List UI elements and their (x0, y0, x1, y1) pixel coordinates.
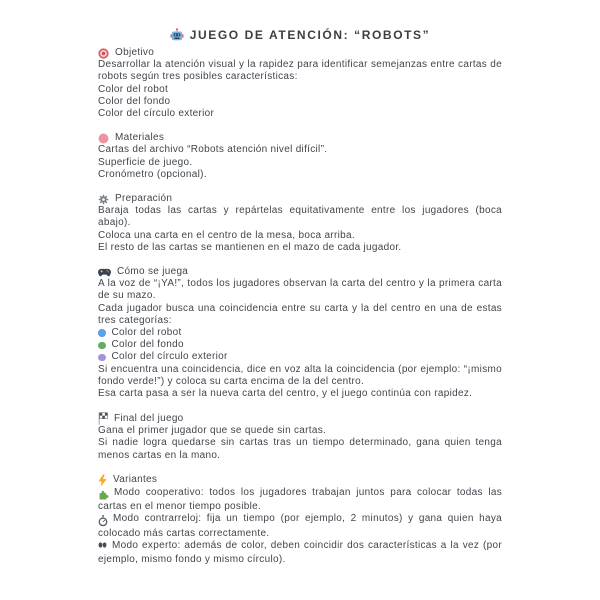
bullet-item (98, 339, 502, 351)
robot-icon (170, 28, 184, 42)
paragraph-text: Si encuentra una coincidencia, dice en voz alta la coincidencia (por ejemplo: “¡mismo fondo verde!”) y coloca su carta encima de la del centro. (98, 363, 502, 387)
eyes-icon (98, 542, 107, 554)
paragraph-text: A la voz de “¡YA!”, todos los jugadores observan la carta del centro y la primera carta de su mazo. (98, 278, 502, 302)
section-heading (98, 412, 502, 425)
variant-paragraph (98, 540, 502, 566)
green-dot-icon (98, 342, 106, 350)
paragraph (98, 364, 502, 388)
bullet-item (98, 351, 502, 363)
lightning-icon (98, 474, 107, 487)
paragraph (98, 242, 502, 254)
section (98, 266, 502, 400)
blue-dot-icon (98, 329, 106, 337)
paragraph (98, 144, 502, 156)
section-heading-label: Variantes (113, 474, 158, 486)
section (98, 412, 502, 462)
section-heading (98, 474, 502, 487)
paragraph-text: Coloca una carta en el centro de la mesa, boca arriba. (98, 229, 355, 241)
paragraph-text: Baraja todas las cartas y repártelas equitativamente entre los jugadores (boca abajo). (98, 205, 502, 229)
paragraph-text: Cada jugador busca una coincidencia entre su carta y la del centro en una de estas tres categorías: (98, 302, 502, 326)
section-heading (98, 266, 502, 278)
section-heading-label: Cómo se juega (117, 266, 189, 278)
paragraph (98, 84, 502, 96)
paragraph-text: Desarrollar la atención visual y la rapidez para identificar semejanzas entre cartas de robots según tres posibles características: (98, 59, 502, 83)
purple-dot-icon (98, 354, 106, 362)
paragraph-text: Esa carta pasa a ser la nueva carta del centro, y el juego continúa con rapidez. (98, 388, 473, 400)
bullet-label: Color del círculo exterior (111, 351, 228, 363)
paragraph-text: Modo contrarreloj: fija un tiempo (por ejemplo, 2 minutos) y gana quien haya colocado más cartas correctamente. (98, 513, 502, 539)
paragraph (98, 278, 502, 302)
paragraph-text: El resto de las cartas se mantienen en el mazo de cada jugador. (98, 241, 402, 253)
section (98, 132, 502, 181)
paragraph (98, 108, 502, 120)
section-heading-label: Objetivo (115, 47, 155, 58)
paragraph (98, 303, 502, 327)
paragraph (98, 425, 502, 437)
paragraph-text: Color del robot (98, 83, 169, 95)
section (98, 193, 502, 254)
paragraph (98, 388, 502, 400)
bullet-label: Color del fondo (111, 339, 184, 351)
paragraph-text: Color del círculo exterior (98, 108, 215, 120)
page-title-text: JUEGO DE ATENCIÓN: “ROBOTS” (189, 28, 431, 42)
paragraph (98, 59, 502, 83)
paragraph-text: Modo experto: además de color, deben coincidir dos características a la vez (por ejemplo, mismo fondo y mismo círculo). (98, 539, 502, 565)
paragraph-text: Cronómetro (opcional). (98, 168, 207, 180)
paragraph (98, 157, 502, 169)
paragraph (98, 437, 502, 461)
paragraph (98, 230, 502, 242)
section (98, 47, 502, 120)
document-body (98, 47, 502, 566)
variant-paragraph (98, 513, 502, 539)
section-heading (98, 47, 502, 59)
pink-ball-icon (98, 133, 109, 144)
paragraph-text: Gana el primer jugador que se quede sin cartas. (98, 425, 327, 437)
paragraph-text: Modo cooperativo: todos los jugadores trabajan juntos para colocar todas las cartas en el menor tiempo posible. (98, 486, 502, 513)
gamepad-icon (98, 268, 111, 277)
section-heading-label: Final del juego (114, 412, 184, 424)
section-heading (98, 132, 502, 144)
paragraph (98, 96, 502, 108)
section-heading (98, 193, 502, 205)
variant-paragraph (98, 487, 502, 513)
paragraph-text: Superficie de juego. (98, 156, 193, 168)
target-icon (98, 48, 109, 59)
bullet-item (98, 327, 502, 339)
document-content (98, 27, 502, 566)
flag-icon (98, 412, 108, 425)
paragraph-text: Si nadie logra quedarse sin cartas tras un tiempo determinado, gana quien tenga menos cartas en la mano. (98, 437, 502, 461)
gear-icon (98, 194, 109, 205)
paragraph (98, 169, 502, 181)
paragraph (98, 205, 502, 229)
page-title (98, 27, 502, 43)
paragraph-text: Cartas del archivo “Robots atención nivel difícil”. (98, 144, 328, 156)
section-heading-label: Preparación (115, 193, 173, 205)
section-heading-label: Materiales (115, 132, 165, 144)
section (98, 474, 502, 566)
puzzle-icon (98, 489, 109, 501)
paragraph-text: Color del fondo (98, 95, 171, 107)
stopwatch-icon (98, 515, 108, 527)
bullet-label: Color del robot (111, 327, 182, 339)
